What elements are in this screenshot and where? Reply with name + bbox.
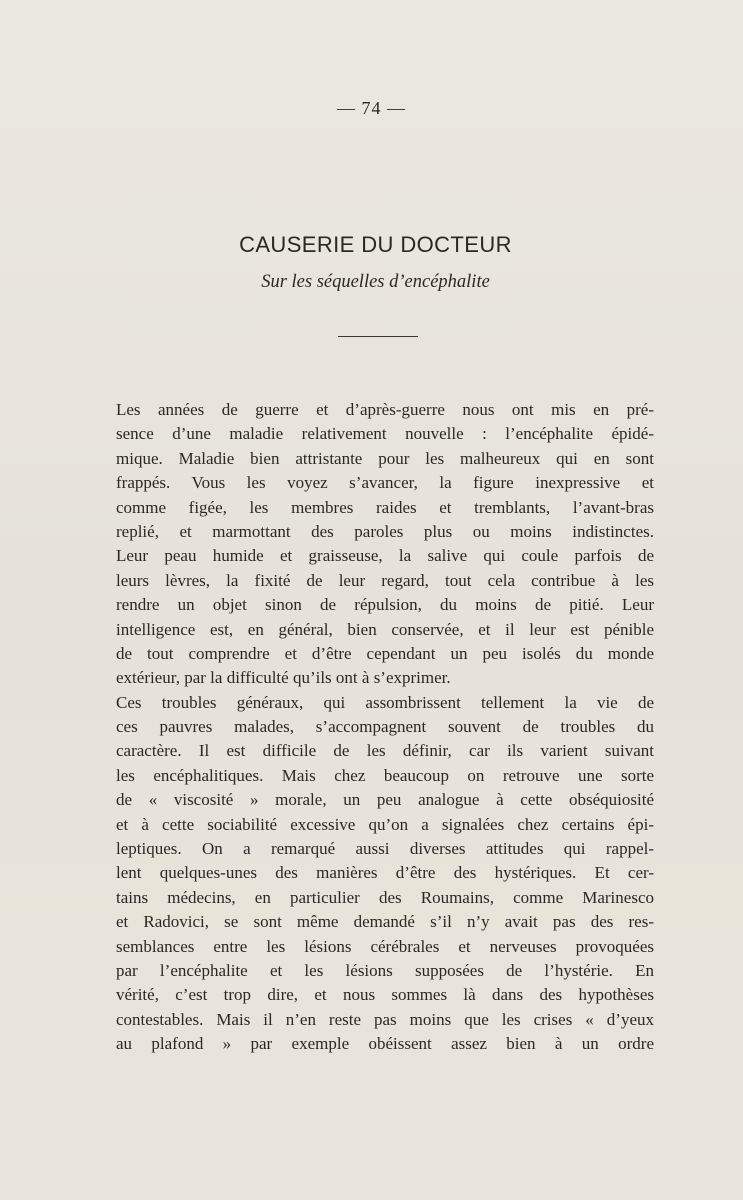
article-subtitle: Sur les séquelles d’encéphalite — [261, 272, 490, 292]
text-line: au plafond » par exemple obéissent assez bien à un ordre — [116, 1034, 654, 1054]
text-line: leptiques. On a remarqué aussi diverses attitudes qui rappel- — [116, 839, 654, 859]
text-line: les encéphalitiques. Mais chez beaucoup on retrouve une sorte — [116, 765, 654, 785]
text-line: caractère. Il est difficile de les définir, car ils varient suivant — [116, 741, 654, 761]
text-line: ces pauvres malades, s’accompagnent souvent de troubles du — [116, 717, 654, 737]
article-body — [116, 398, 654, 1057]
section-divider — [338, 336, 418, 337]
text-line: Les années de guerre et d’après-guerre nous ont mis en pré- — [116, 400, 654, 419]
text-line: extérieur, par la difficulté qu’ils ont à s’exprimer. — [116, 668, 451, 688]
text-line: leurs lèvres, la fixité de leur regard, tout cela contribue à les — [116, 570, 654, 590]
text-line: tains médecins, en particulier des Roumains, comme Marinesco — [116, 887, 654, 907]
text-line: et Radovici, se sont même demandé s’il n’y avait pas des res- — [116, 912, 654, 932]
text-line: mique. Maladie bien attristante pour les malheureux qui en sont — [116, 448, 654, 468]
text-line: de « viscosité » morale, un peu analogue à cette obséquiosité — [116, 790, 654, 810]
text-line: de tout comprendre et d’être cependant un peu isolés du monde — [116, 643, 654, 663]
text-line: sence d’une maladie relativement nouvelle : l’encéphalite épidé- — [116, 424, 654, 444]
text-line: intelligence est, en général, bien conservée, et il leur est pénible — [116, 619, 654, 639]
page-number: — 74 — — [337, 98, 406, 118]
text-line: Ces troubles généraux, qui assombrissent tellement la vie de — [116, 692, 654, 712]
text-line: contestables. Mais il n’en reste pas moins que les crises « d’yeux — [116, 1009, 654, 1029]
article-title: CAUSERIE DU DOCTEUR — [239, 232, 512, 257]
text-line: comme figée, les membres raides et tremblants, l’avant-bras — [116, 497, 654, 517]
text-line: Leur peau humide et graisseuse, la salive qui coule parfois de — [116, 546, 654, 566]
text-line: rendre un objet sinon de répulsion, du moins de pitié. Leur — [116, 595, 654, 615]
text-line: et à cette sociabilité excessive qu’on a signalées chez certains épi- — [116, 814, 654, 834]
text-line: vérité, c’est trop dire, et nous sommes là dans des hypothèses — [116, 985, 654, 1005]
text-line: semblances entre les lésions cérébrales et nerveuses provoquées — [116, 936, 654, 956]
text-line: par l’encéphalite et les lésions supposées de l’hystérie. En — [116, 960, 654, 980]
text-line: frappés. Vous les voyez s’avancer, la figure inexpressive et — [116, 473, 654, 493]
text-line: lent quelques-unes des manières d’être des hystériques. Et cer- — [116, 863, 654, 883]
text-line: replié, et marmottant des paroles plus ou moins indistinctes. — [116, 521, 654, 541]
